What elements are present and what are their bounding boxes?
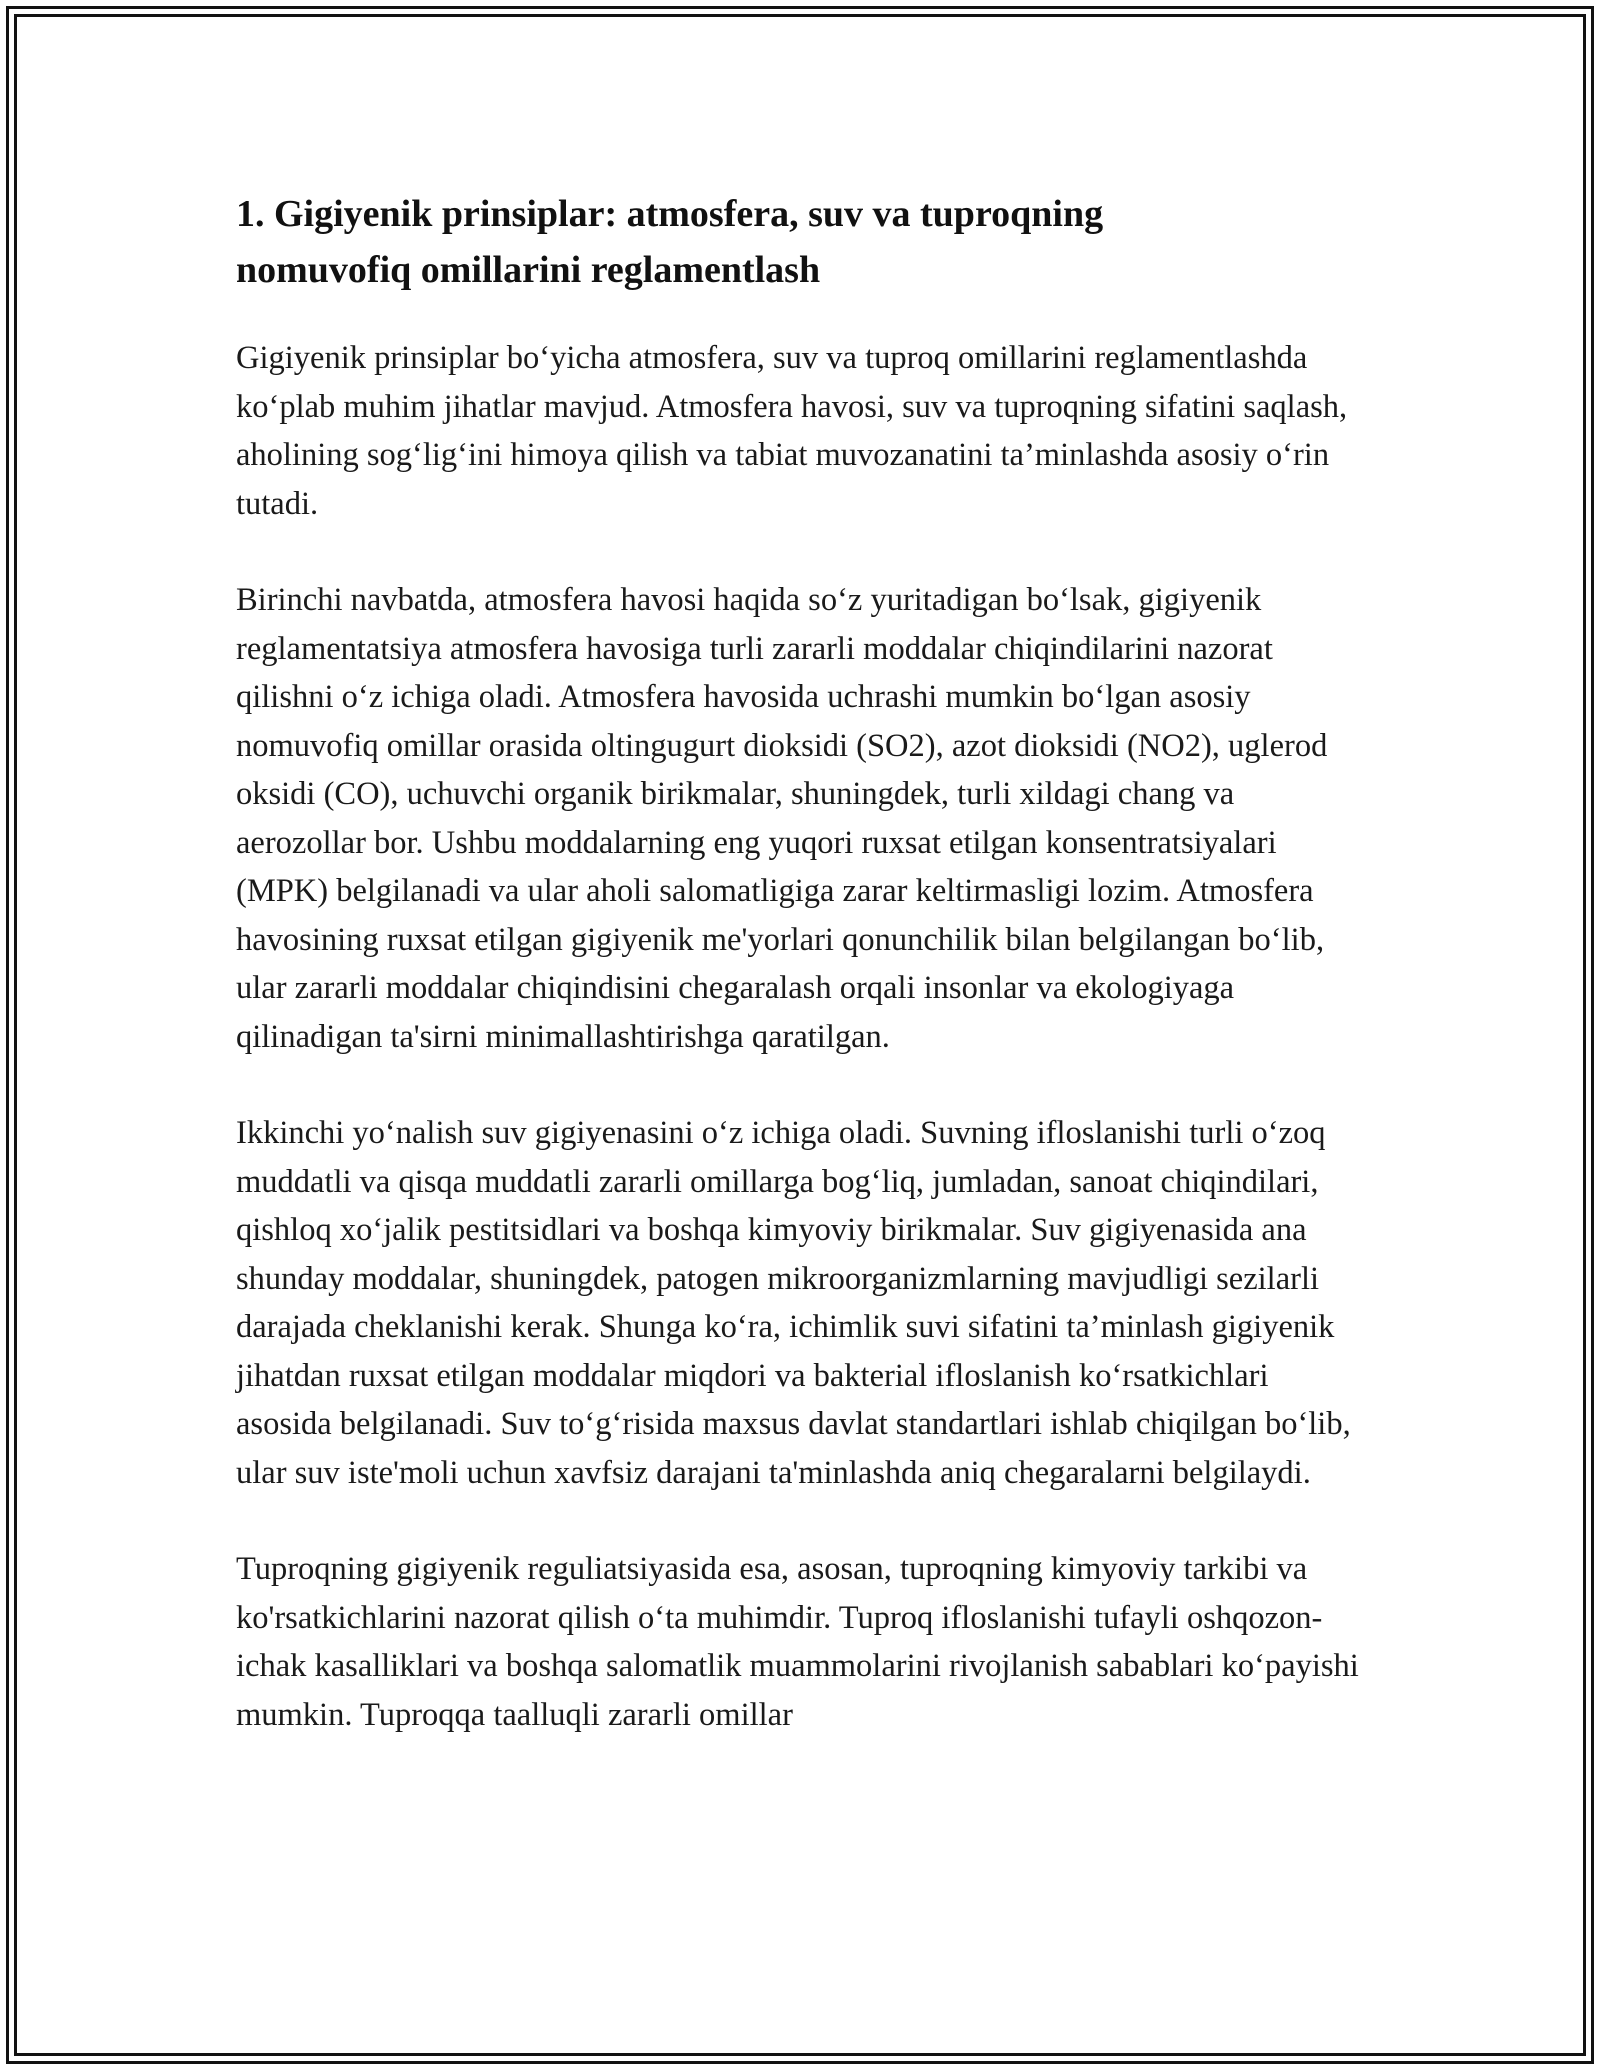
section-heading-line-1: 1. Gigiyenik prinsiplar: atmosfera, suv va tuproqning: [236, 193, 1104, 235]
section-heading: [236, 186, 1366, 298]
paragraph-atmosphere: Birinchi navbatda, atmosfera havosi haqida so‘z yuritadigan bo‘lsak, gigiyenik reglamentatsiya atmosfera havosiga turli zararli moddalar chiqindilarini nazorat qilishni o‘z ichiga oladi. Atmosfera havosida uchrashi mumkin bo‘lgan asosiy nomuvofiq omillar orasida oltingugurt dioksidi (SO2), azot dioksidi (NO2), uglerod oksidi (CO), uchuvchi organik birikmalar, shuningdek, turli xildagi chang va aerozollar bor. Ushbu moddalarning eng yuqori ruxsat etilgan konsentratsiyalari (MPK) belgilanadi va ular aholi salomatligiga zarar keltirmasligi lozim. Atmosfera havosining ruxsat etilgan gigiyenik me'yorlari qonunchilik bilan belgilangan bo‘lib, ular zararli moddalar chiqindisini chegaralash orqali insonlar va ekologiyaga qilinadigan ta'sirni minimallashtirishga qaratilgan.: [236, 582, 1328, 1055]
document-body: [236, 186, 1366, 1787]
paragraph-intro: Gigiyenik prinsiplar bo‘yicha atmosfera, suv va tuproq omillarini reglamentlashda ko‘plab muhim jihatlar mavjud. Atmosfera havosi, suv va tuproqning sifatini saqlash, aholining sog‘lig‘ini himoya qilish va tabiat muvozanatini ta’minlashda asosiy o‘rin tutadi.: [236, 340, 1348, 522]
section-heading-line-2: nomuvofiq omillarini reglamentlash: [236, 249, 821, 291]
paragraph-soil: Tuproqning gigiyenik reguliatsiyasida esa, asosan, tuproqning kimyoviy tarkibi va ko'rsatkichlarini nazorat qilish o‘ta muhimdir. Tuproq ifloslanishi tufayli oshqozon-ichak kasalliklari va boshqa salomatlik muammolarini rivojlanish sabablari ko‘payishi mumkin. Tuproqqa taalluqli zararli omillar: [236, 1551, 1359, 1733]
paragraph-water: Ikkinchi yo‘nalish suv gigiyenasini o‘z ichiga oladi. Suvning ifloslanishi turli o‘zoq muddatli va qisqa muddatli zararli omillarga bog‘liq, jumladan, sanoat chiqindilari, qishloq xo‘jalik pestitsidlari va boshqa kimyoviy birikmalar. Suv gigiyenasida ana shunday moddalar, shuningdek, patogen mikroorganizmlarning mavjudligi sezilarli darajada cheklanishi kerak. Shunga ko‘ra, ichimlik suvi sifatini ta’minlash gigiyenik jihatdan ruxsat etilgan moddalar miqdori va bakterial ifloslanish ko‘rsatkichlari asosida belgilanadi. Suv to‘g‘risida maxsus davlat standartlari ishlab chiqilgan bo‘lib, ular suv iste'moli uchun xavfsiz darajani ta'minlashda aniq chegaralarni belgilaydi.: [236, 1115, 1351, 1491]
